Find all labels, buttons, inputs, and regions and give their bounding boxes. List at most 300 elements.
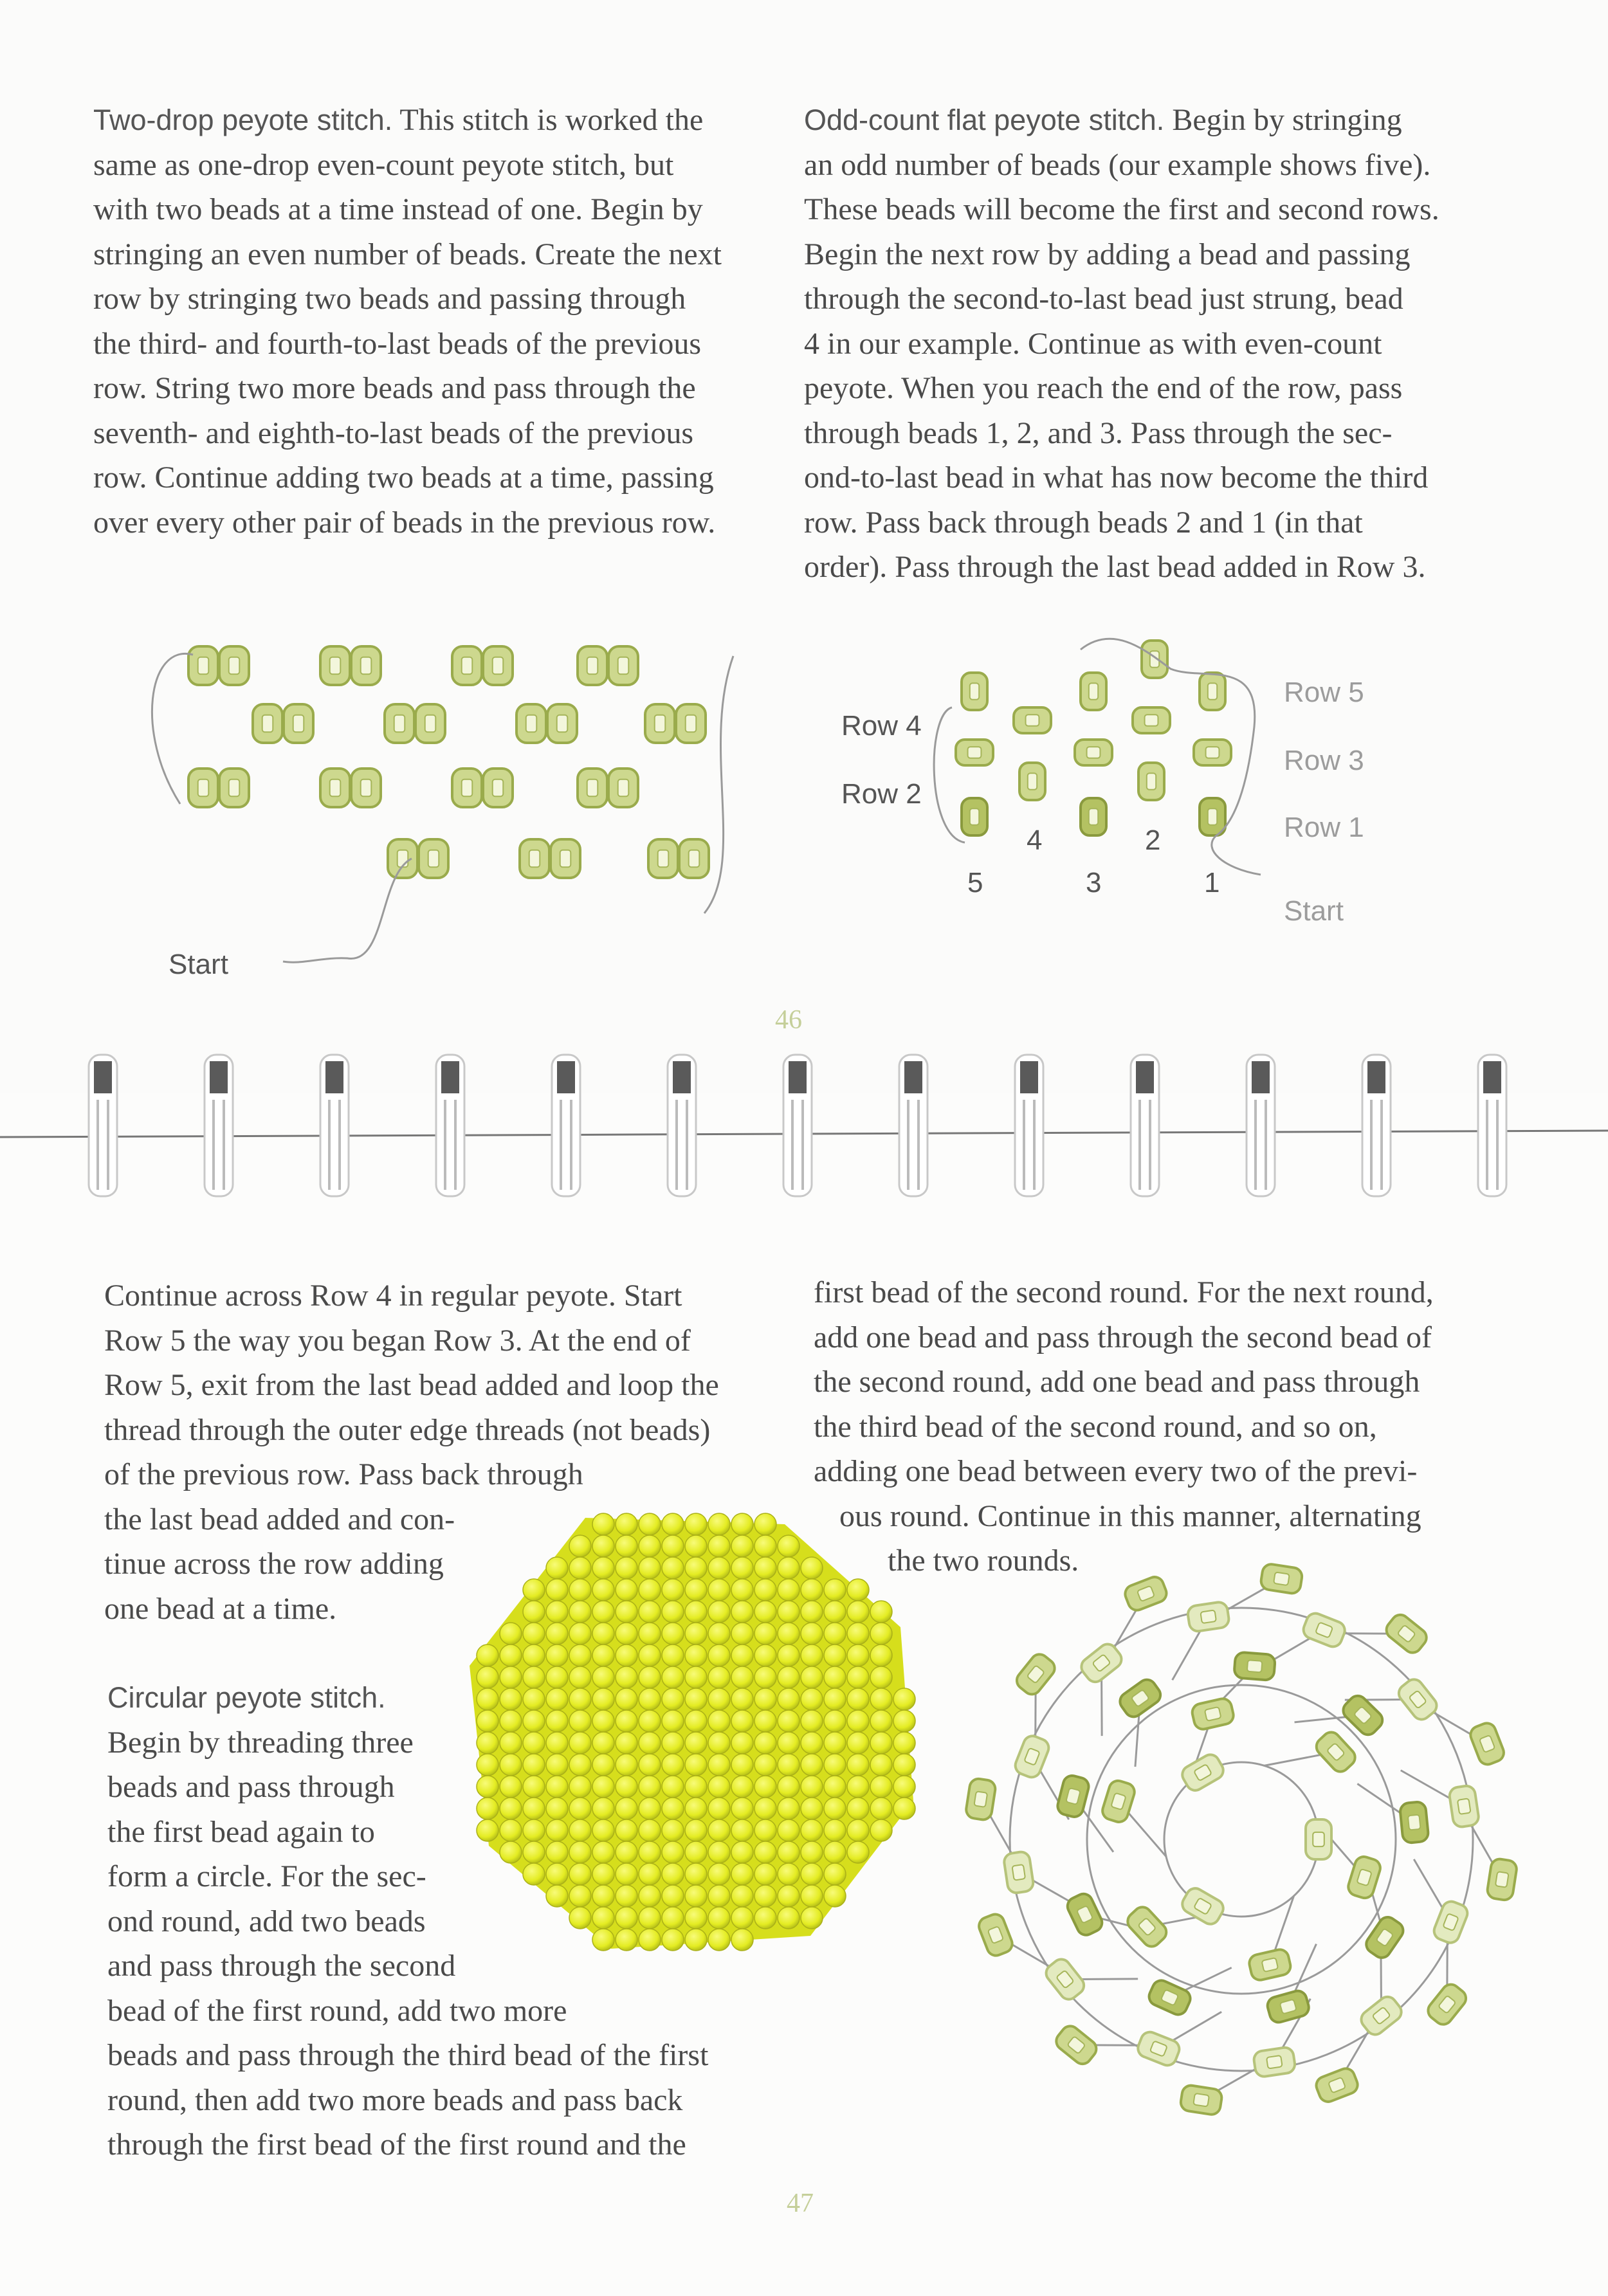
spiral-ring [320, 1055, 349, 1196]
yellow-bead [870, 1798, 892, 1819]
yellow-bead [754, 1579, 776, 1601]
text-line: the third bead of the second round, and so on, [814, 1409, 1377, 1444]
yellow-bead [523, 1754, 545, 1776]
yellow-bead [708, 1819, 730, 1841]
yellow-bead [685, 1929, 707, 1951]
bead [1053, 2023, 1100, 2068]
spiral-ring [1478, 1055, 1506, 1196]
yellow-bead [731, 1798, 753, 1819]
yellow-bead [639, 1688, 661, 1710]
yellow-bead [801, 1579, 823, 1601]
yellow-bead [893, 1732, 915, 1754]
yellow-bead [847, 1754, 869, 1776]
yellow-bead [708, 1863, 730, 1885]
yellow-bead [569, 1601, 591, 1623]
text-line: These beads will become the first and second rows. [804, 192, 1439, 226]
yellow-bead [870, 1732, 892, 1754]
yellow-bead [685, 1513, 707, 1535]
yellow-bead [685, 1601, 707, 1623]
yellow-bead [847, 1601, 869, 1623]
text-line: through the second-to-last bead just strung, bead [804, 282, 1403, 316]
yellow-bead [639, 1557, 661, 1579]
bead [1432, 1899, 1470, 1945]
text-line: ond-to-last bead in what has now become the third [804, 460, 1429, 495]
yellow-bead [500, 1819, 522, 1841]
yellow-bead [685, 1819, 707, 1841]
yellow-bead [569, 1688, 591, 1710]
bead [416, 704, 445, 743]
yellow-bead [801, 1907, 823, 1929]
yellow-bead [639, 1535, 661, 1557]
text-line: row by stringing two beads and passing through [93, 282, 686, 316]
bead [483, 769, 513, 807]
yellow-bead [685, 1863, 707, 1885]
yellow-bead [824, 1645, 846, 1666]
yellow-bead [824, 1776, 846, 1798]
bead [578, 646, 607, 685]
yellow-bead [708, 1535, 730, 1557]
yellow-bead [731, 1907, 753, 1929]
yellow-bead [662, 1798, 684, 1819]
yellow-bead [801, 1666, 823, 1688]
circular-peyote-diagram [939, 1537, 1544, 2142]
bead [1179, 1885, 1227, 1927]
yellow-bead [824, 1841, 846, 1863]
bead [1078, 1641, 1125, 1686]
yellow-bead [754, 1601, 776, 1623]
yellow-bead [546, 1601, 568, 1623]
yellow-bead [754, 1776, 776, 1798]
yellow-bead [778, 1732, 799, 1754]
yellow-bead [639, 1929, 661, 1951]
yellow-bead [523, 1623, 545, 1645]
bead [1234, 1652, 1275, 1681]
bead [1081, 798, 1106, 835]
yellow-bead [616, 1819, 637, 1841]
yellow-bead [824, 1601, 846, 1623]
bead [1301, 1611, 1347, 1650]
text-line: Row 5, exit from the last bead added and loop the [104, 1368, 719, 1402]
yellow-bead [847, 1798, 869, 1819]
bead [956, 740, 993, 765]
yellow-bead [569, 1623, 591, 1645]
yellow-bead [569, 1798, 591, 1819]
yellow-bead [662, 1819, 684, 1841]
spiral-ring [1131, 1055, 1159, 1196]
yellow-bead [569, 1557, 591, 1579]
yellow-bead [616, 1688, 637, 1710]
yellow-bead [569, 1535, 591, 1557]
bead [188, 769, 218, 807]
text-line: ous round. Continue in this manner, alternating [839, 1499, 1421, 1533]
bead [385, 704, 414, 743]
yellow-bead [893, 1798, 915, 1819]
text-line: 4 in our example. Continue as with even-count [804, 326, 1382, 361]
yellow-bead [778, 1863, 799, 1885]
bead [1363, 1914, 1407, 1962]
yellow-bead [662, 1754, 684, 1776]
text-line: tinue across the row adding [104, 1547, 444, 1581]
yellow-bead [500, 1732, 522, 1754]
yellow-bead [616, 1907, 637, 1929]
text-line: and pass through the second [107, 1949, 456, 1983]
yellow-bead [754, 1907, 776, 1929]
yellow-bead [477, 1819, 498, 1841]
two-drop-heading: Two-drop peyote stitch. [93, 104, 393, 136]
text-line: an odd number of beads (our example shows five). [804, 147, 1431, 182]
yellow-bead [477, 1666, 498, 1688]
yellow-bead [754, 1557, 776, 1579]
yellow-bead [500, 1841, 522, 1863]
yellow-bead [685, 1557, 707, 1579]
yellow-bead [662, 1601, 684, 1623]
yellow-bead [801, 1819, 823, 1841]
yellow-bead [685, 1732, 707, 1754]
spiral-binding [0, 1042, 1608, 1235]
text-line: first bead of the second round. For the next round, [814, 1275, 1434, 1309]
bead [419, 839, 448, 878]
yellow-bead [662, 1776, 684, 1798]
row-label: Row 4 [841, 710, 922, 742]
yellow-bead [477, 1732, 498, 1754]
yellow-bead [639, 1645, 661, 1666]
yellow-bead [639, 1885, 661, 1907]
text-line: round, then add two more beads and pass back [107, 2082, 683, 2117]
yellow-bead [708, 1776, 730, 1798]
yellow-bead [731, 1535, 753, 1557]
text-line: the third- and fourth-to-last beads of the previous [93, 326, 702, 361]
yellow-bead [778, 1907, 799, 1929]
yellow-bead [731, 1819, 753, 1841]
bead [1248, 1948, 1292, 1982]
bead [1187, 1601, 1230, 1632]
bead [648, 839, 678, 878]
yellow-bead [778, 1754, 799, 1776]
spiral-ring [436, 1055, 464, 1196]
yellow-bead [592, 1688, 614, 1710]
yellow-bead [731, 1710, 753, 1732]
yellow-bead [639, 1601, 661, 1623]
yellow-bead [592, 1754, 614, 1776]
bead [1200, 673, 1225, 710]
yellow-bead [731, 1885, 753, 1907]
yellow-bead [662, 1863, 684, 1885]
circular-heading: Circular peyote stitch. [107, 1681, 386, 1714]
yellow-bead [685, 1841, 707, 1863]
bead-number: 4 [1027, 825, 1043, 856]
yellow-bead [592, 1645, 614, 1666]
yellow-bead [616, 1666, 637, 1688]
text-line: seventh- and eighth-to-last beads of the previous [93, 415, 694, 450]
spiral-ring [552, 1055, 580, 1196]
yellow-bead [592, 1623, 614, 1645]
yellow-bead [893, 1688, 915, 1710]
bead [188, 646, 218, 685]
thread-path [1087, 1685, 1396, 1994]
bead [1313, 2066, 1360, 2104]
bead [1200, 798, 1225, 835]
bead [452, 646, 482, 685]
yellow-bead [754, 1688, 776, 1710]
bead [965, 1778, 996, 1821]
yellow-bead [592, 1907, 614, 1929]
yellow-bead [870, 1645, 892, 1666]
odd-count-paragraph [804, 98, 1476, 590]
text-line: This stitch is worked the [399, 103, 704, 137]
yellow-bead [754, 1863, 776, 1885]
bead [962, 798, 987, 835]
yellow-bead [754, 1623, 776, 1645]
yellow-bead [662, 1557, 684, 1579]
bead [253, 704, 282, 743]
yellow-bead [662, 1579, 684, 1601]
spiral-ring [1247, 1055, 1275, 1196]
yellow-bead [847, 1841, 869, 1863]
yellow-bead [685, 1666, 707, 1688]
thread-path [704, 656, 733, 913]
text-line: stringing an even number of beads. Create the next [93, 237, 722, 271]
yellow-bead [569, 1819, 591, 1841]
bead-number: 3 [1086, 867, 1102, 898]
bead [1142, 641, 1167, 678]
yellow-bead [801, 1863, 823, 1885]
bead [1194, 740, 1231, 765]
text-line: through the first bead of the first round and the [107, 2127, 686, 2162]
spiral-ring [89, 1055, 117, 1196]
yellow-bead [662, 1885, 684, 1907]
bead [1358, 1993, 1405, 2038]
bead [1383, 1611, 1430, 1656]
yellow-bead [616, 1535, 637, 1557]
yellow-bead [708, 1513, 730, 1535]
yellow-bead [592, 1776, 614, 1798]
yellow-bead [500, 1798, 522, 1819]
yellow-bead [754, 1710, 776, 1732]
yellow-bead [847, 1666, 869, 1688]
yellow-bead [778, 1579, 799, 1601]
yellow-bead [592, 1929, 614, 1951]
bead [578, 769, 607, 807]
yellow-bead [662, 1732, 684, 1754]
yellow-bead [708, 1579, 730, 1601]
yellow-bead [523, 1819, 545, 1841]
yellow-bead [569, 1863, 591, 1885]
yellow-bead [592, 1710, 614, 1732]
yellow-bead [731, 1601, 753, 1623]
yellow-bead [847, 1710, 869, 1732]
bead [1003, 1851, 1034, 1894]
yellow-bead [824, 1798, 846, 1819]
bead-number: 2 [1145, 825, 1161, 856]
bead [1013, 1651, 1058, 1698]
yellow-bead [754, 1754, 776, 1776]
yellow-bead [592, 1863, 614, 1885]
yellow-bead [546, 1841, 568, 1863]
yellow-bead [731, 1754, 753, 1776]
yellow-bead [616, 1623, 637, 1645]
yellow-bead [893, 1754, 915, 1776]
yellow-bead [847, 1776, 869, 1798]
yellow-bead [685, 1885, 707, 1907]
yellow-bead [523, 1841, 545, 1863]
yellow-bead [778, 1601, 799, 1623]
yellow-bead [870, 1688, 892, 1710]
yellow-bead [616, 1513, 637, 1535]
yellow-bead [824, 1754, 846, 1776]
bead [1133, 707, 1170, 733]
yellow-bead [801, 1688, 823, 1710]
yellow-bead [523, 1710, 545, 1732]
yellow-bead [801, 1885, 823, 1907]
bead [1395, 1676, 1440, 1723]
start-label: Start [1284, 895, 1344, 927]
yellow-bead [754, 1666, 776, 1688]
yellow-bead [546, 1579, 568, 1601]
yellow-bead [639, 1841, 661, 1863]
yellow-bead [546, 1666, 568, 1688]
yellow-bead [778, 1819, 799, 1841]
yellow-bead [708, 1798, 730, 1819]
bead [1138, 763, 1164, 800]
yellow-bead [731, 1623, 753, 1645]
yellow-bead [662, 1688, 684, 1710]
text-line: one bead at a time. [104, 1591, 337, 1626]
yellow-bead [778, 1666, 799, 1688]
yellow-bead [731, 1579, 753, 1601]
text-line: the second round, add one bead and pass through [814, 1365, 1420, 1399]
spiral-ring [1362, 1055, 1391, 1196]
yellow-bead [477, 1710, 498, 1732]
yellow-bead [754, 1841, 776, 1863]
bead [547, 704, 577, 743]
yellow-bead [639, 1863, 661, 1885]
yellow-bead [731, 1645, 753, 1666]
bead [1117, 1676, 1164, 1720]
yellow-bead [778, 1841, 799, 1863]
yellow-bead [847, 1732, 869, 1754]
yellow-bead [824, 1732, 846, 1754]
yellow-bead [708, 1666, 730, 1688]
yellow-bead [569, 1885, 591, 1907]
page-number: 47 [787, 2189, 814, 2218]
bead [388, 839, 417, 878]
yellow-bead [639, 1732, 661, 1754]
text-line: order). Pass through the last bead added in Row 3. [804, 550, 1426, 584]
text-line: of the previous row. Pass back through [104, 1457, 583, 1491]
yellow-bead [708, 1754, 730, 1776]
bead [1265, 1989, 1310, 2024]
text-line: Begin by threading three [107, 1725, 414, 1760]
yellow-bead [824, 1710, 846, 1732]
yellow-bead [824, 1863, 846, 1885]
yellow-bead [754, 1645, 776, 1666]
yellow-bead [801, 1798, 823, 1819]
text-line: same as one-drop even-count peyote stitch, but [93, 147, 674, 182]
yellow-bead [500, 1666, 522, 1688]
yellow-bead [685, 1907, 707, 1929]
yellow-bead [731, 1557, 753, 1579]
yellow-bead [546, 1645, 568, 1666]
yellow-bead [546, 1688, 568, 1710]
yellow-bead [778, 1623, 799, 1645]
yellow-bead [685, 1798, 707, 1819]
yellow-bead [477, 1776, 498, 1798]
text-line: adding one bead between every two of the previ- [814, 1454, 1418, 1488]
bead [452, 769, 482, 807]
yellow-bead [546, 1863, 568, 1885]
yellow-bead [616, 1557, 637, 1579]
yellow-bead [685, 1535, 707, 1557]
yellow-bead [477, 1798, 498, 1819]
yellow-bead [708, 1688, 730, 1710]
yellow-bead [616, 1841, 637, 1863]
yellow-bead [523, 1863, 545, 1885]
yellow-bead [546, 1798, 568, 1819]
page-number: 46 [775, 1005, 802, 1035]
text-line: Begin by stringing [1172, 103, 1402, 137]
yellow-bead [592, 1557, 614, 1579]
text-line: through beads 1, 2, and 3. Pass through the sec- [804, 415, 1393, 450]
yellow-bead [569, 1645, 591, 1666]
text-line: the two rounds. [888, 1544, 1079, 1578]
yellow-bead [546, 1710, 568, 1732]
yellow-bead [569, 1907, 591, 1929]
text-line: over every other pair of beads in the previous row. [93, 505, 716, 540]
yellow-bead [569, 1732, 591, 1754]
yellow-bead [616, 1798, 637, 1819]
yellow-bead [662, 1645, 684, 1666]
yellow-bead [569, 1754, 591, 1776]
bead [1180, 2084, 1223, 2116]
bead [284, 704, 313, 743]
yellow-bead [639, 1579, 661, 1601]
yellow-bead [662, 1710, 684, 1732]
yellow-bead [546, 1819, 568, 1841]
yellow-bead [523, 1666, 545, 1688]
yellow-bead [662, 1907, 684, 1929]
thread-path [934, 707, 965, 843]
yellow-bead [616, 1601, 637, 1623]
bead [320, 646, 350, 685]
yellow-bead [569, 1666, 591, 1688]
text-line: the first bead again to [107, 1814, 375, 1849]
yellow-bead [569, 1579, 591, 1601]
yellow-bead [824, 1579, 846, 1601]
yellow-bead [778, 1798, 799, 1819]
bead [679, 839, 709, 878]
bead [516, 704, 546, 743]
yellow-bead [731, 1863, 753, 1885]
bead [1448, 1785, 1480, 1828]
yellow-bead [778, 1557, 799, 1579]
row-label: Row 3 [1284, 745, 1364, 776]
yellow-bead [592, 1535, 614, 1557]
bead [351, 646, 381, 685]
yellow-bead [546, 1557, 568, 1579]
bead [1313, 1729, 1358, 1776]
bead [1306, 1819, 1331, 1859]
yellow-bead [778, 1776, 799, 1798]
yellow-bead [708, 1841, 730, 1863]
start-label: Start [169, 949, 228, 980]
yellow-bead [546, 1754, 568, 1776]
yellow-bead [731, 1688, 753, 1710]
yellow-bead [639, 1513, 661, 1535]
yellow-bead [546, 1885, 568, 1907]
yellow-bead [639, 1623, 661, 1645]
yellow-bead [754, 1798, 776, 1819]
yellow-bead [662, 1535, 684, 1557]
